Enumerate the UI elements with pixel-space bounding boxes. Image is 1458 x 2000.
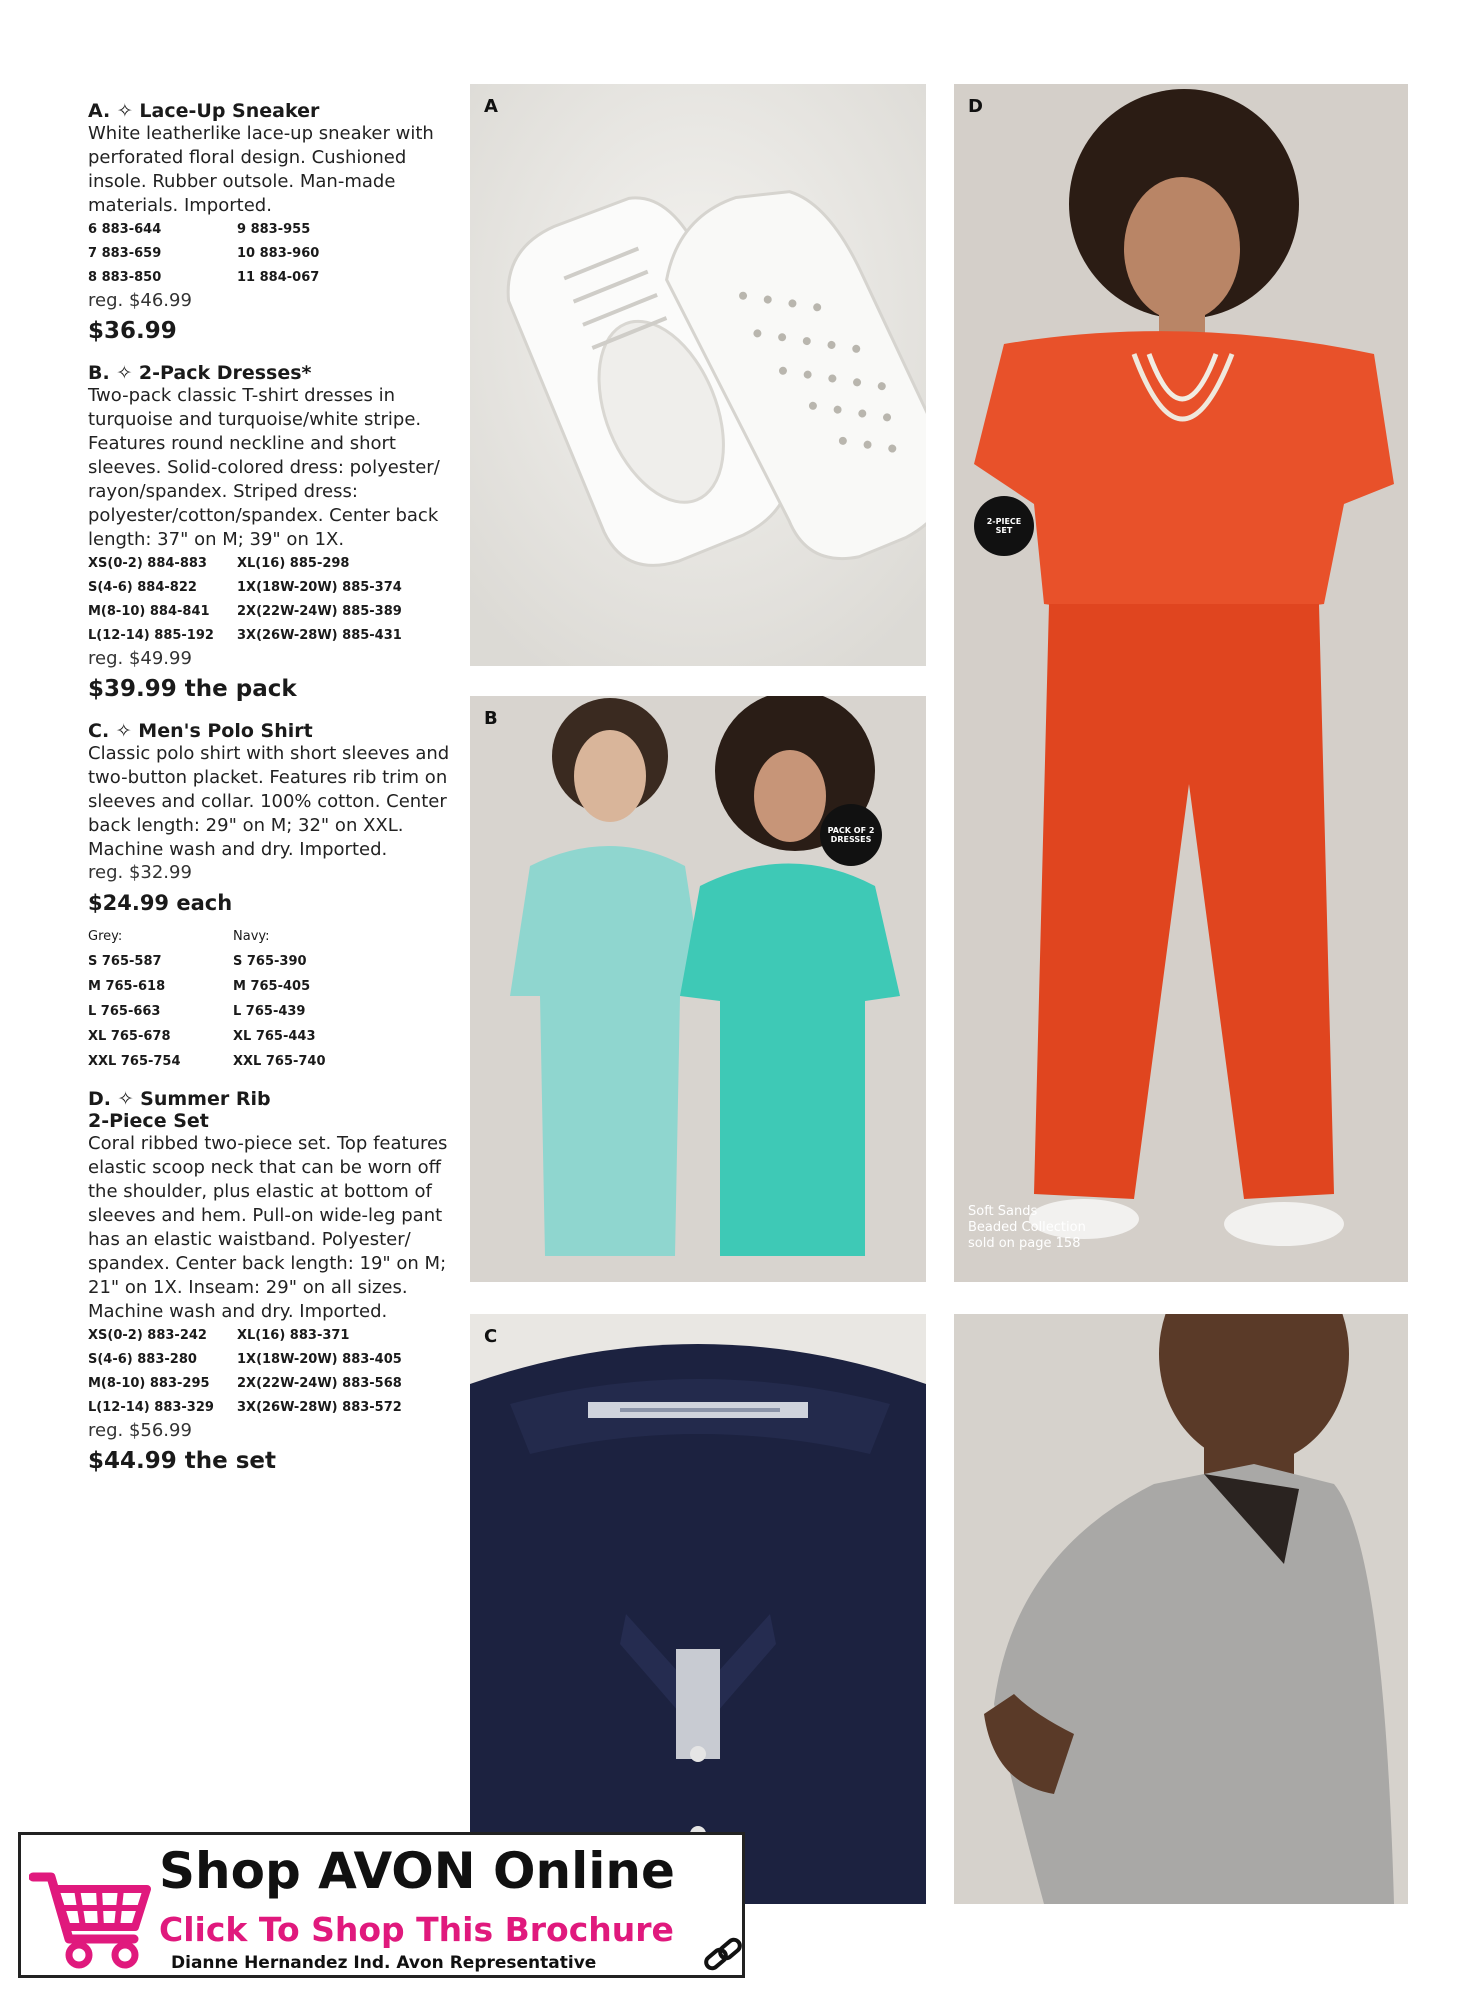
sku: XXL 765-740	[233, 1054, 326, 1069]
sku: 2X(22W-24W) 885-389	[237, 604, 402, 619]
sku: 1X(18W-20W) 885-374	[237, 580, 402, 595]
product-d-description: Coral ribbed two-piece set. Top features elastic scoop neck that can be worn off the shoulder, plus elastic at bottom of sleeves and hem. Pull-on wide-leg pant has an elastic waistband. Polyester/ spandex. Center back length: 19" on M; 21" on 1X. Inseam: 29" on all sizes. Machine wash and dry. Imported.	[88, 1133, 448, 1322]
product-b	[88, 362, 458, 706]
product-c-regular-price: reg. $32.99	[88, 862, 192, 883]
photo-c-navy-polo[interactable]	[470, 1314, 926, 1904]
sku: L 765-663	[88, 1004, 161, 1019]
product-a-description: White leatherlike lace-up sneaker with perforated floral design. Cushioned insole. Rubber outsole. Man-made materials. Imported.	[88, 123, 434, 216]
product-d-title-line1: D. ✧ Summer Rib	[88, 1088, 271, 1110]
sku: L(12-14) 885-192	[88, 628, 214, 643]
navy-polo-illustration	[470, 1314, 926, 1904]
sku: 6 883-644	[88, 222, 162, 237]
grey-polo-illustration	[954, 1314, 1408, 1904]
sku: 3X(26W-28W) 885-431	[237, 628, 402, 643]
product-b-sku-list	[88, 552, 458, 648]
product-d-price: $44.99 the set	[88, 1448, 277, 1474]
sku: 7 883-659	[88, 246, 162, 261]
product-b-title: B. ✧ 2-Pack Dresses*	[88, 362, 312, 384]
photo-a-sneakers[interactable]	[470, 84, 926, 666]
product-d	[88, 1088, 458, 1478]
photo-grey-polo-model[interactable]	[954, 1314, 1408, 1904]
caption-line-3: sold on page 158	[968, 1236, 1081, 1251]
product-c-price: $24.99 each	[88, 891, 233, 915]
sneaker-illustration	[470, 84, 926, 666]
color-header-grey: Grey:	[88, 929, 123, 944]
photo-b-label: B	[484, 708, 498, 729]
photo-a-label: A	[484, 96, 498, 117]
sku: 8 883-850	[88, 270, 162, 285]
product-b-price: $39.99 the pack	[88, 676, 297, 702]
product-a-title: A. ✧ Lace-Up Sneaker	[88, 100, 320, 122]
sku: XS(0-2) 883-242	[88, 1328, 207, 1343]
sku: XL 765-678	[88, 1029, 171, 1044]
product-description-column	[88, 100, 458, 1492]
two-piece-set-badge: 2-PIECE SET	[974, 496, 1034, 556]
sku: M(8-10) 884-841	[88, 604, 210, 619]
sku: 2X(22W-24W) 883-568	[237, 1376, 402, 1391]
sku: M 765-405	[233, 979, 311, 994]
sku: 10 883-960	[237, 246, 320, 261]
product-b-regular-price: reg. $49.99	[88, 648, 192, 669]
sku: M(8-10) 883-295	[88, 1376, 210, 1391]
product-a-price: $36.99	[88, 318, 177, 344]
banner-title: Shop AVON Online	[159, 1842, 675, 1900]
sku: XS(0-2) 884-883	[88, 556, 207, 571]
dresses-illustration	[470, 696, 926, 1282]
shop-online-banner[interactable]	[18, 1832, 745, 1978]
product-d-regular-price: reg. $56.99	[88, 1420, 192, 1441]
caption-line-1: Soft Sands	[968, 1204, 1038, 1219]
product-a	[88, 100, 458, 348]
color-header-navy: Navy:	[233, 929, 270, 944]
photo-c-label: C	[484, 1326, 498, 1347]
product-c-title: C. ✧ Men's Polo Shirt	[88, 720, 313, 742]
product-d-sku-list	[88, 1324, 458, 1420]
sku: 9 883-955	[237, 222, 311, 237]
sku: 3X(26W-28W) 883-572	[237, 1400, 402, 1415]
sku: S 765-587	[88, 954, 162, 969]
product-a-sku-list	[88, 218, 458, 290]
shopping-cart-icon	[29, 1847, 154, 1972]
sku: XL(16) 885-298	[237, 556, 350, 571]
sku: L 765-439	[233, 1004, 306, 1019]
pack-of-2-badge: PACK OF 2 DRESSES	[820, 804, 882, 866]
sku: S 765-390	[233, 954, 307, 969]
sku: M 765-618	[88, 979, 166, 994]
product-a-regular-price: reg. $46.99	[88, 290, 192, 311]
sku: XL 765-443	[233, 1029, 316, 1044]
photo-d-label: D	[968, 96, 983, 117]
photo-b-dresses[interactable]	[470, 696, 926, 1282]
sku: S(4-6) 884-822	[88, 580, 197, 595]
product-d-title-line2: 2-Piece Set	[88, 1110, 209, 1132]
photo-d-coral-set[interactable]	[954, 84, 1408, 1282]
sku: S(4-6) 883-280	[88, 1352, 197, 1367]
shop-brochure-link[interactable]: Click To Shop This Brochure	[159, 1910, 674, 1949]
sku: L(12-14) 883-329	[88, 1400, 214, 1415]
product-c-description: Classic polo shirt with short sleeves and two-button placket. Features rib trim on sleeves and collar. 100% cotton. Center back length: 29" on M; 32" on XXL. Machine wash and dry. Imported.	[88, 743, 450, 860]
caption-line-2: Beaded Collection	[968, 1220, 1086, 1235]
product-c-color-sku-list	[88, 924, 458, 1074]
link-chain-icon[interactable]	[701, 1935, 745, 1975]
sku: 11 884-067	[237, 270, 320, 285]
sku: 1X(18W-20W) 883-405	[237, 1352, 402, 1367]
product-c	[88, 720, 458, 1074]
photo-d-caption	[968, 1204, 1128, 1252]
representative-name: Dianne Hernandez Ind. Avon Representative	[171, 1953, 597, 1973]
coral-set-illustration	[954, 84, 1408, 1282]
sku: XL(16) 883-371	[237, 1328, 350, 1343]
sku: XXL 765-754	[88, 1054, 181, 1069]
product-b-description: Two-pack classic T-shirt dresses in turquoise and turquoise/white stripe. Features round neckline and short sleeves. Solid-colored dress: polyester/ rayon/spandex. Striped dress: polyester/cotton/spandex. Center back length: 37" on M; 39" on 1X.	[88, 385, 440, 550]
